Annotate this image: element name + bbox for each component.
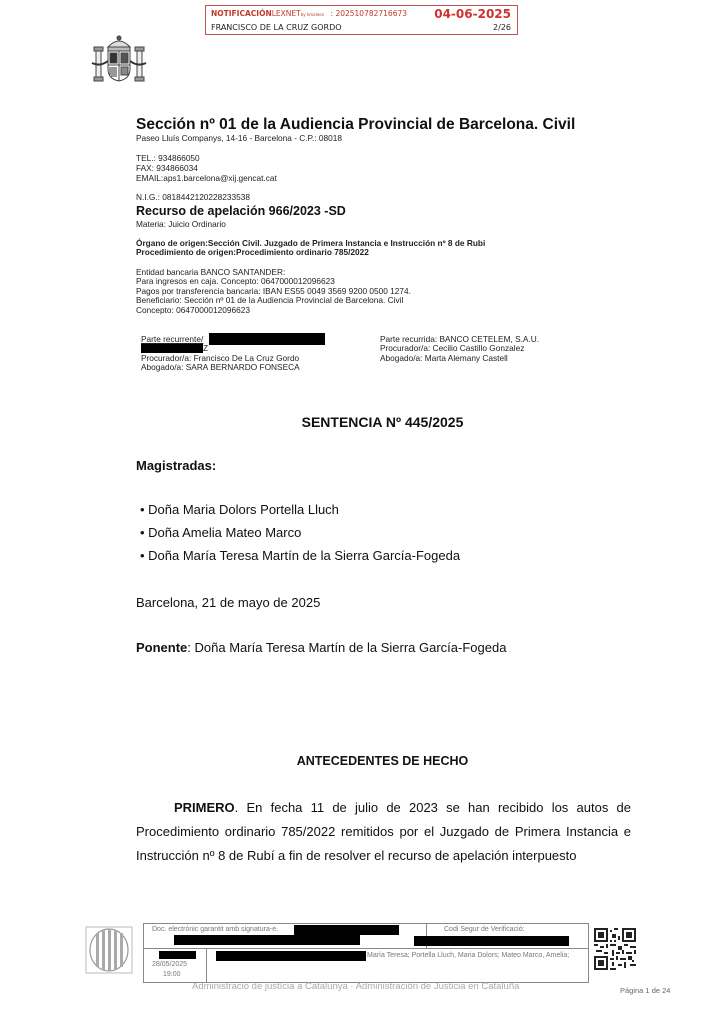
bank-concepto: Concepto: 0647000012096623: [136, 305, 250, 315]
court-tel: TEL.: 934866050: [136, 153, 200, 163]
recurrente-procurador: Procurador/a: Francisco De La Cruz Gordo: [141, 353, 300, 363]
generalitat-logo-icon: [84, 925, 134, 975]
organo-origen: Órgano de origen:Sección Civil. Juzgado de Primera Instancia e Instrucción nº 8 de Rubi: [136, 238, 486, 248]
recurrida-procurador: Procurador/a: Cecilio Castillo Gonzalez: [380, 343, 525, 353]
redacted-signers: [216, 951, 366, 961]
page-number: Página 1 de 24: [620, 986, 671, 995]
notification-recipient: FRANCISCO DE LA CRUZ GORDO: [211, 23, 342, 32]
sign-date: 28/05/2025: [152, 961, 188, 968]
recurrida-abogado: Abogado/a: Marta Alemany Castell: [380, 353, 508, 363]
doc-electronic-label: Doc. electrònic garantit amb signatura-e.: [152, 926, 279, 933]
notification-stamp: [205, 5, 518, 35]
antecedentes-title: ANTECEDENTES DE HECHO: [296, 754, 469, 768]
recurrente-suffix: Z: [203, 343, 209, 353]
magistrada-item: • Doña Amelia Mateo Marco: [140, 525, 302, 540]
notification-date: 04-06-2025: [434, 7, 511, 21]
signers-list: María Teresa; Portella Lluch, Maria Dolors; Mateo Marco, Amelia;: [367, 952, 570, 959]
recurrida: Parte recurrida: BANCO CETELEM, S.A.U.: [380, 334, 540, 344]
procedimiento-origen: Procedimiento de origen:Procedimiento ordinario 785/2022: [136, 247, 369, 257]
notification-by: by kmaleon: [300, 12, 325, 17]
redacted-recurrente-name-2: [141, 344, 203, 353]
bank-entidad: Entidad bancaria BANCO SANTANDER:: [136, 267, 286, 277]
recurrente-abogado: Abogado/a: SARA BERNARDO FONSECA: [141, 362, 300, 372]
materia: Materia: Juicio Ordinario: [136, 219, 226, 229]
redacted-signer-id: [159, 951, 196, 959]
court-email: EMAIL:aps1.barcelona@xij.gencat.cat: [136, 173, 277, 183]
redacted-signature-2: [174, 935, 360, 945]
magistrada-item: • Doña María Teresa Martín de la Sierra García-Fogeda: [140, 548, 461, 563]
recurso-title: Recurso de apelación 966/2023 -SD: [136, 204, 346, 218]
sentencia-title: SENTENCIA Nº 445/2025: [301, 414, 464, 430]
redacted-codi-segur: [414, 936, 569, 946]
signature-table: [143, 923, 589, 983]
magistrada-item: • Doña Maria Dolors Portella Lluch: [140, 502, 339, 517]
ponente: [136, 640, 506, 655]
notification-label: NOTIFICACIÓN: [211, 9, 272, 18]
coat-of-arms-icon: [88, 33, 150, 95]
bank-transferencia: Pagos por transferencia bancaria: IBAN ES55 0049 3569 9200 0500 1274.: [136, 286, 411, 296]
ponente-label: Ponente: [136, 640, 188, 655]
nig: N.I.G.: 0818442120228233538: [136, 192, 250, 202]
ponente-value: : Doña María Teresa Martín de la Sierra García-Fogeda: [187, 640, 507, 655]
sign-time: 19:00: [163, 971, 181, 978]
bank-beneficiario: Beneficiario: Sección nº 01 de la Audiencia Provincial de Barcelona. Civil: [136, 295, 404, 305]
bank-caja: Para ingresos en caja. Concepto: 0647000012096623: [136, 276, 335, 286]
magistradas-label: Magistradas:: [136, 458, 217, 473]
notification-system: LEXNET: [271, 9, 301, 18]
court-title: Sección nº 01 de la Audiencia Provincial de Barcelona. Civil: [136, 116, 576, 133]
administration-footer: Administració de justícia a Catalunya · Administración de Justicia en Cataluña: [192, 981, 520, 992]
court-fax: FAX: 934866034: [136, 163, 198, 173]
codi-segur-label: Codi Segur de Verificació:: [444, 926, 525, 933]
primero-text: . En fecha 11 de julio de 2023 se han recibido los autos de Procedimiento ordinario 785/2022 remitidos por el Juzgado de Primera Instancia e Instrucción nº 8 de Rubí a fin de resolver el recurso de apelación interpuesto: [136, 800, 631, 863]
notification-pages: 2/26: [493, 23, 511, 32]
qr-code-icon[interactable]: [594, 928, 636, 970]
place-date: Barcelona, 21 de mayo de 2025: [136, 595, 321, 610]
recurrente-label: Parte recurrente/: [141, 334, 204, 344]
primero-paragraph: [136, 796, 631, 868]
primero-label: PRIMERO: [174, 800, 235, 815]
redacted-signature-1: [294, 925, 399, 935]
redacted-recurrente-name: [209, 333, 325, 345]
notification-code: : 202510782716673: [330, 9, 408, 18]
court-address: Paseo Lluís Companys, 14-16 - Barcelona - C.P.: 08018: [136, 133, 343, 143]
